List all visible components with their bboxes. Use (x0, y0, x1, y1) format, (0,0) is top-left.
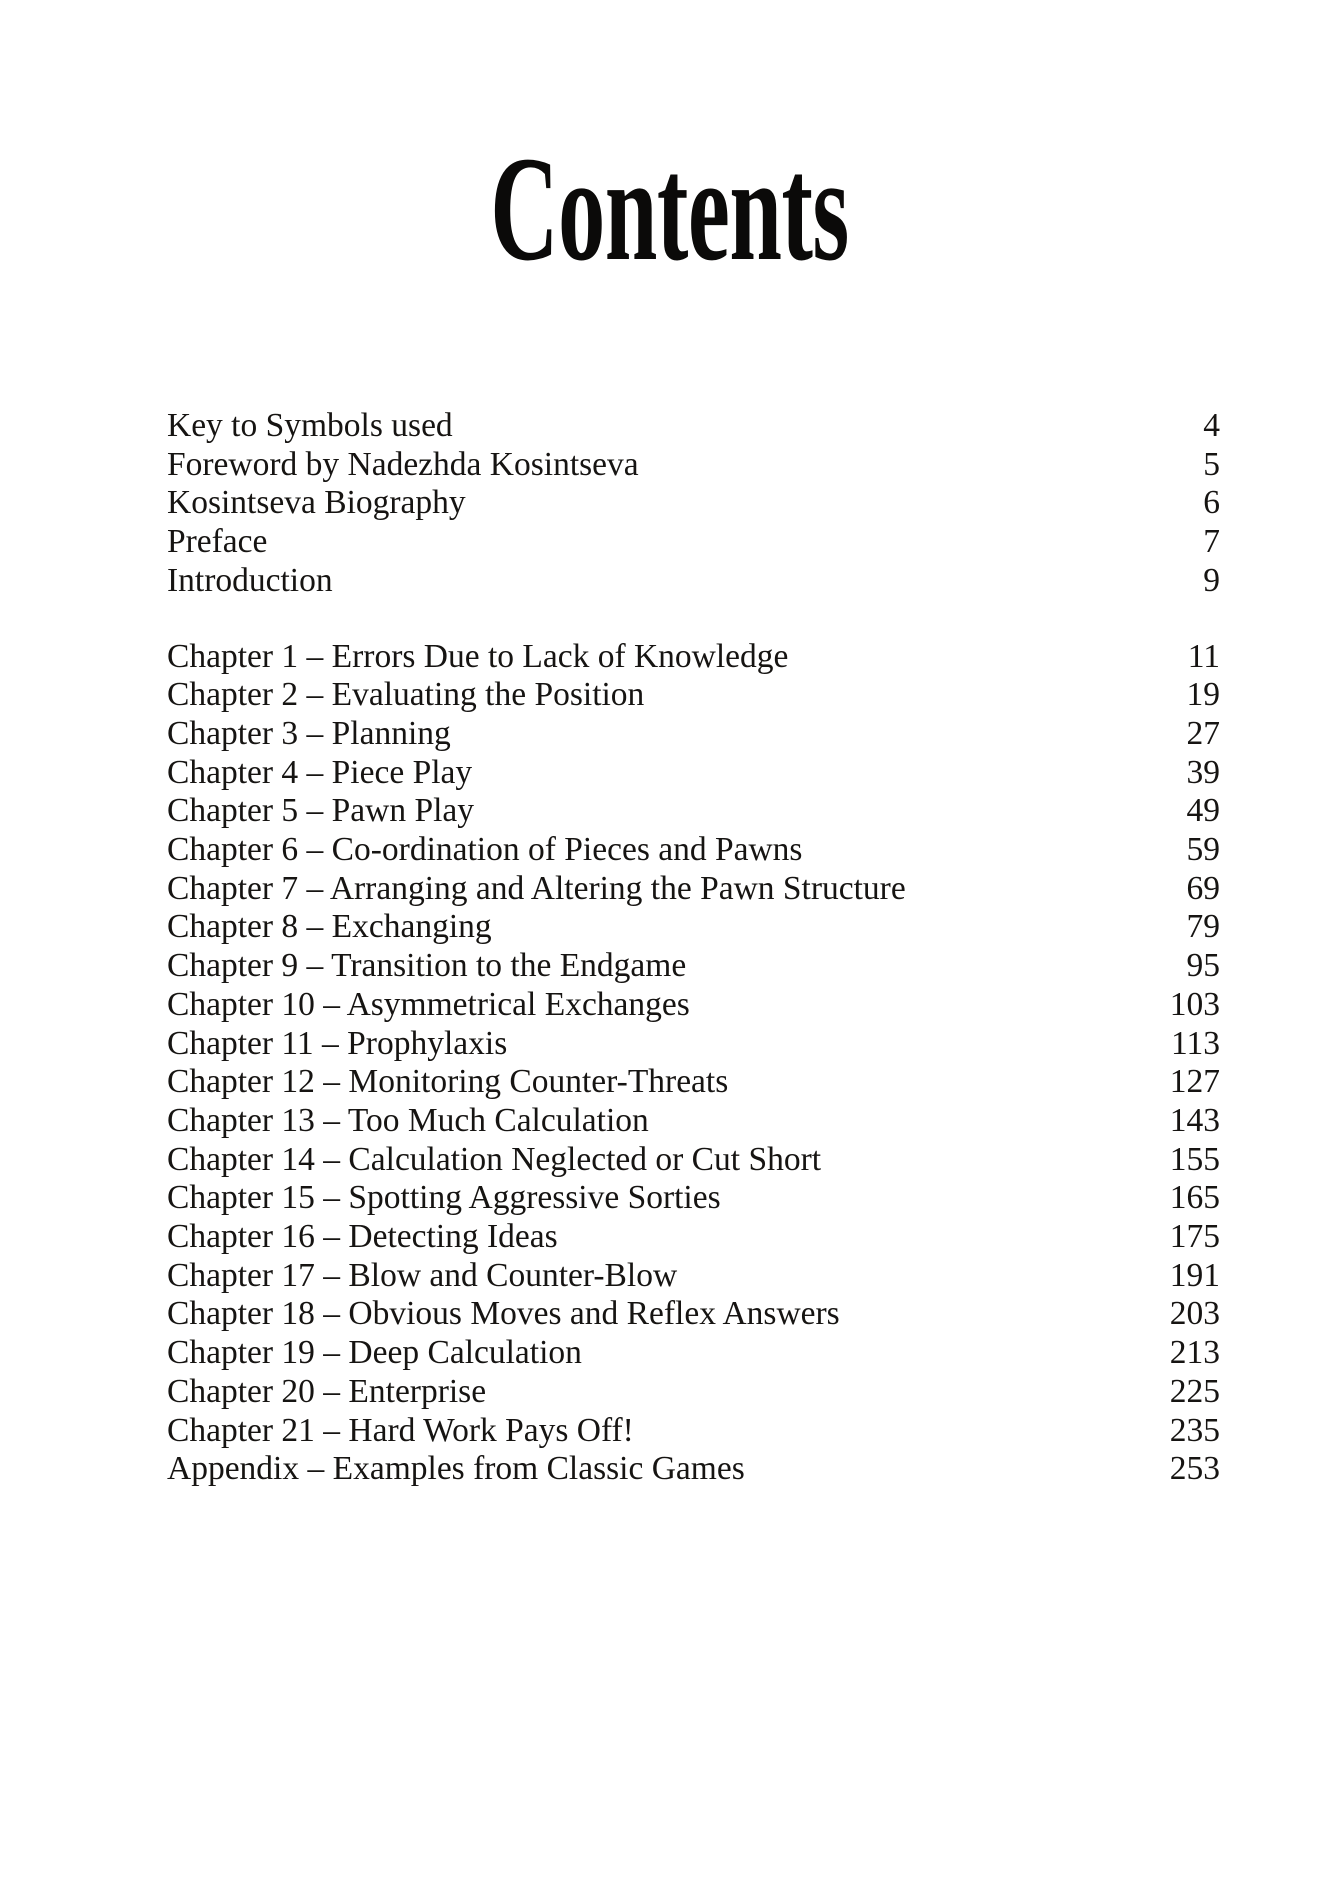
toc-entry-page: 103 (1169, 985, 1220, 1023)
toc-entry-label: Preface (167, 523, 268, 561)
toc-entry-label: Chapter 13 – Too Much Calculation (167, 1101, 649, 1139)
page-title: Contents (490, 126, 849, 292)
toc-entry (167, 562, 1220, 601)
toc-entry-label: Chapter 6 – Co-ordination of Pieces and Pawns (167, 831, 803, 869)
toc-entry (167, 1025, 1220, 1064)
toc-entry-label: Foreword by Nadezhda Kosintseva (167, 445, 639, 483)
toc-entry (167, 1450, 1220, 1489)
toc-entry-label: Chapter 9 – Transition to the Endgame (167, 947, 687, 985)
toc-entry-label: Chapter 11 – Prophylaxis (167, 1024, 508, 1062)
toc-entry-label: Chapter 19 – Deep Calculation (167, 1334, 582, 1372)
toc-entry-label: Chapter 14 – Calculation Neglected or Cut Short (167, 1140, 822, 1178)
toc-entry (167, 1295, 1220, 1334)
toc-entry-page: 113 (1170, 1024, 1220, 1062)
toc-entry (167, 908, 1220, 947)
toc-entry (167, 715, 1220, 754)
toc-entry-page: 127 (1169, 1063, 1220, 1101)
toc-entry (167, 1141, 1220, 1180)
toc-entry-page: 39 (1186, 753, 1220, 791)
toc-entry-page: 19 (1186, 676, 1220, 714)
toc-entry-label: Introduction (167, 561, 333, 599)
front-matter-list (167, 407, 1220, 601)
toc-entry (167, 947, 1220, 986)
toc-entry-page: 27 (1186, 714, 1220, 752)
toc-entry-label: Chapter 10 – Asymmetrical Exchanges (167, 985, 690, 1023)
toc-entry (167, 754, 1220, 793)
toc-entry-label: Appendix – Examples from Classic Games (167, 1450, 745, 1488)
toc-entry-label: Chapter 2 – Evaluating the Position (167, 676, 645, 714)
toc-entry (167, 1334, 1220, 1373)
toc-entry-label: Chapter 12 – Monitoring Counter-Threats (167, 1063, 729, 1101)
toc-entry-page: 79 (1186, 908, 1220, 946)
toc-entry (167, 638, 1220, 677)
toc-entry-page: 11 (1187, 637, 1220, 675)
toc-entry-page: 165 (1169, 1179, 1220, 1217)
toc-entry (167, 870, 1220, 909)
page-title-wrap (0, 126, 1339, 292)
toc-entry-label: Chapter 15 – Spotting Aggressive Sorties (167, 1179, 721, 1217)
toc-entry-page: 225 (1169, 1372, 1220, 1410)
toc-entry-label: Chapter 1 – Errors Due to Lack of Knowledge (167, 637, 789, 675)
toc-entry (167, 1102, 1220, 1141)
toc-entry (167, 446, 1220, 485)
toc-entry-label: Chapter 7 – Arranging and Altering the Pawn Structure (167, 869, 906, 907)
toc-entry-page: 143 (1169, 1101, 1220, 1139)
toc-entry-page: 191 (1169, 1256, 1220, 1294)
toc-entry-page: 9 (1203, 561, 1220, 599)
toc-entry-page: 4 (1203, 407, 1220, 444)
chapter-list (167, 638, 1220, 1489)
toc-entry-page: 175 (1169, 1218, 1220, 1256)
toc-entry-label: Key to Symbols used (167, 407, 453, 444)
toc-entry-label: Chapter 17 – Blow and Counter-Blow (167, 1256, 678, 1294)
toc-entry (167, 1218, 1220, 1257)
toc-entry-label: Chapter 16 – Detecting Ideas (167, 1218, 558, 1256)
toc-entry-page: 59 (1186, 831, 1220, 869)
toc-entry-label: Chapter 20 – Enterprise (167, 1372, 487, 1410)
toc-entry-label: Chapter 8 – Exchanging (167, 908, 492, 946)
toc-entry-page: 235 (1169, 1411, 1220, 1449)
toc-entry-page: 49 (1186, 792, 1220, 830)
toc-entry-page: 213 (1169, 1334, 1220, 1372)
toc-entry (167, 407, 1220, 446)
toc-entry-page: 5 (1203, 445, 1220, 483)
toc-entry (167, 986, 1220, 1025)
toc-entry (167, 792, 1220, 831)
toc-entry (167, 1257, 1220, 1296)
toc-entry-label: Chapter 18 – Obvious Moves and Reflex Answers (167, 1295, 840, 1333)
toc-entry-page: 69 (1186, 869, 1220, 907)
toc-entry (167, 484, 1220, 523)
toc-entry (167, 1179, 1220, 1218)
toc-entry-label: Chapter 4 – Piece Play (167, 753, 473, 791)
toc-entry-label: Chapter 3 – Planning (167, 714, 451, 752)
toc-entry (167, 1373, 1220, 1412)
toc-entry (167, 523, 1220, 562)
toc-entry (167, 1412, 1220, 1451)
toc-entry-page: 203 (1169, 1295, 1220, 1333)
toc-entry-label: Kosintseva Biography (167, 484, 466, 522)
toc-entry-page: 155 (1169, 1140, 1220, 1178)
toc-entry-page: 6 (1203, 484, 1220, 522)
toc-entry-page: 7 (1203, 523, 1220, 561)
toc-entry (167, 1063, 1220, 1102)
toc-entry-page: 253 (1169, 1450, 1220, 1488)
toc-entry-page: 95 (1186, 947, 1220, 985)
toc-entry-label: Chapter 21 – Hard Work Pays Off! (167, 1411, 634, 1449)
toc-entry-label: Chapter 5 – Pawn Play (167, 792, 475, 830)
toc-entry (167, 831, 1220, 870)
table-of-contents (167, 407, 1220, 1489)
toc-entry (167, 676, 1220, 715)
